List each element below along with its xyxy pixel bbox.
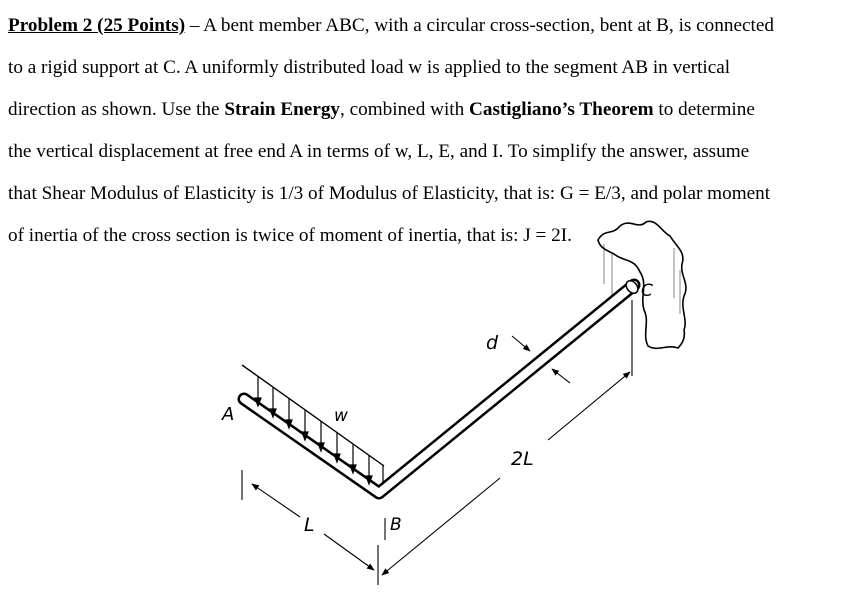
label-2L: 2L — [511, 448, 534, 470]
problem-line-3-a: direction as shown. Use the — [8, 99, 225, 120]
problem-line-6: of inertia of the cross section is twice of moment of inertia, that is: J = 2I. — [8, 225, 572, 246]
problem-line-2: to a rigid support at C. A uniformly distributed load w is applied to the segment AB in vertical — [8, 57, 731, 78]
problem-line-3-c: to determine — [653, 99, 755, 120]
bent-member — [244, 278, 640, 493]
problem-line-5: that Shear Modulus of Elasticity is 1/3 of Modulus of Elasticity, that is: G = E/3, and polar moment — [8, 183, 771, 204]
label-B: B — [390, 515, 402, 535]
problem-line-4: the vertical displacement at free end A in terms of w, L, E, and I. To simplify the answer, assume — [8, 141, 750, 162]
label-A: A — [222, 404, 235, 425]
label-w: w — [334, 406, 348, 426]
distributed-load — [242, 365, 384, 484]
label-C: C — [641, 281, 653, 301]
label-d: d — [486, 332, 499, 354]
label-L: L — [304, 514, 315, 536]
problem-line-1-text: – A bent member ABC, with a circular cross-section, bent at B, is connected — [185, 15, 774, 36]
problem-heading: Problem 2 (25 Points) — [8, 15, 186, 36]
dimension-2L — [382, 300, 632, 575]
strain-energy-term: Strain Energy — [224, 99, 341, 120]
castigliano-term: Castigliano’s Theorem — [469, 99, 654, 120]
problem-line-3-b: , combined with — [340, 99, 469, 120]
